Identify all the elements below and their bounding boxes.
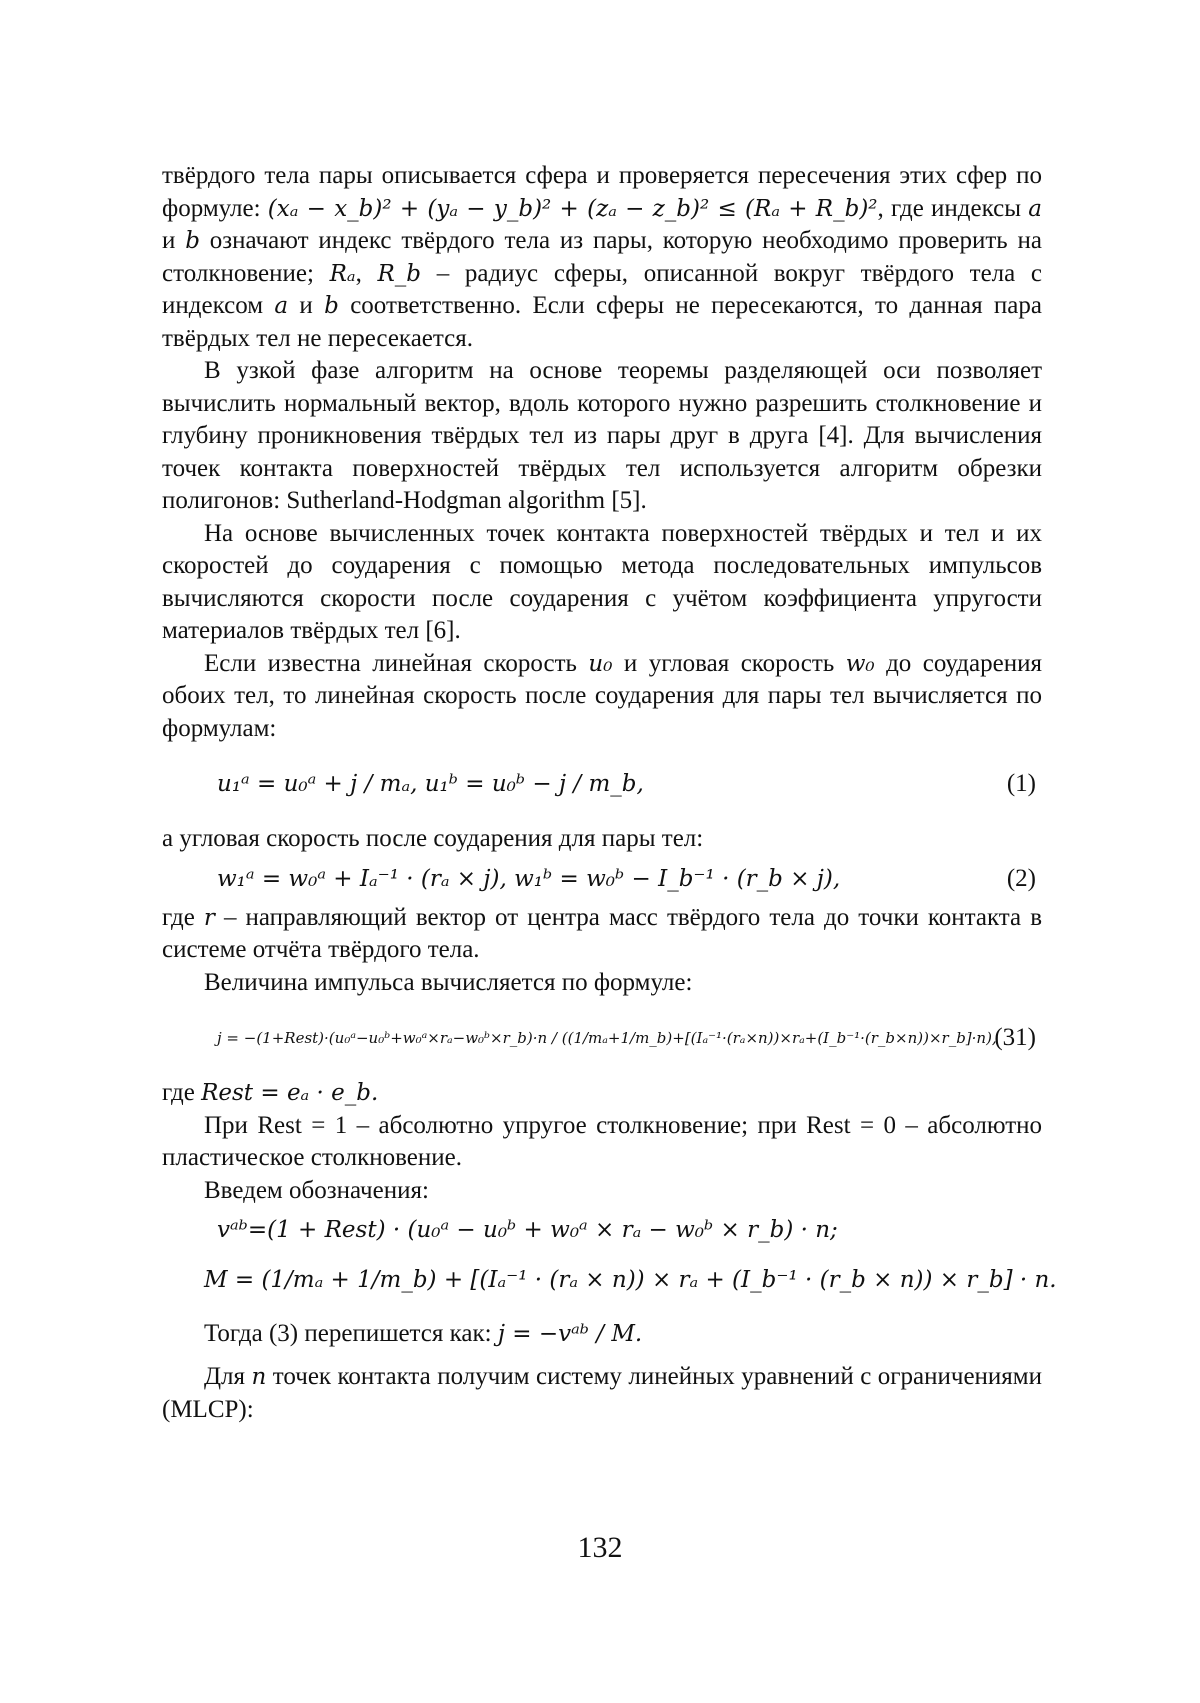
text-run: и <box>162 227 186 254</box>
paragraph <box>162 518 1042 648</box>
text-run: , где индексы <box>877 194 1029 222</box>
text-run: и <box>288 292 325 319</box>
text-run: Если известна линейная скорость <box>204 649 589 677</box>
paragraph: При Rest = 1 – абсолютно упругое столкновение; при Rest = 0 – абсолютно пластическое столкновение. <box>162 1111 1042 1171</box>
equation-2-formula: w₁ᵃ = w₀ᵃ + Iₐ⁻¹ · (rₐ × j), w₁ᵇ = w₀ᵇ − I_b⁻¹ · (r_b × j), <box>217 865 841 892</box>
inline-math: b <box>185 228 200 254</box>
inline-math: b <box>324 293 339 319</box>
text-run: до соударения обоих тел, то линейная скорость после соударения для пары тел вычисляется по формулам: <box>162 649 1042 742</box>
rewritten-formula-math: j = −vᵃᵇ / M. <box>497 1321 643 1347</box>
page-number: 132 <box>577 1531 623 1564</box>
text-run: где <box>162 903 204 931</box>
text-run: означают индекс твёрдого тела из пары, которую необходимо проверить на столкновение; <box>162 227 1042 287</box>
text-run: твёрдого тела пары описывается сфера и проверяется пересечения этих сфер по формуле: <box>162 162 1042 222</box>
paragraph: Введем обозначения: <box>204 1176 429 1204</box>
equation-3-formula: j = −(1+Rest)·(u₀ᵃ−u₀ᵇ+w₀ᵃ×rₐ−w₀ᵇ×r_b)·n / ((1/mₐ+1/m_b)+[(Iₐ⁻¹·(rₐ×n))×rₐ+(I_b⁻¹·(r_b×n))×r_b]·n), <box>217 1029 997 1047</box>
text-run: , <box>355 259 378 287</box>
text-run: В узкой фазе алгоритм на основе теоремы разделяющей оси позволяет вычислить нормальный вектор, вдоль которого нужно разрешить столкновение и глубину проникновения твёрдых тел из пары друг в друга [4]. Для вычисления точек контакта поверхностей твёрдых тел используется алгоритм обрезки полигонов: Sutherland-Hodgman algorithm [5]. <box>162 357 1042 514</box>
inline-math: a <box>274 293 289 319</box>
rewritten-formula-line <box>162 1307 1042 1361</box>
paragraph <box>162 160 1042 355</box>
equation-3-number: (31) <box>994 1024 1036 1051</box>
paragraph <box>162 648 1042 746</box>
inline-math: w₀ <box>845 650 875 677</box>
text-run: – направляющий вектор от центра масс твёрдого тела до точки контакта в системе отчёта твёрдого тела. <box>162 903 1042 963</box>
equation-2 <box>162 856 1042 902</box>
equation-1-formula: u₁ᵃ = u₀ᵃ + j / mₐ, u₁ᵇ = u₀ᵇ − j / m_b, <box>217 771 644 797</box>
definition-m <box>162 1253 1057 1307</box>
paragraph <box>162 1077 1042 1110</box>
inline-math: r <box>203 904 215 931</box>
equation-1-number: (1) <box>1006 770 1036 797</box>
definition-m-formula: M = (1/mₐ + 1/m_b) + [(Iₐ⁻¹ · (rₐ × n)) × rₐ + (I_b⁻¹ · (r_b × n)) × r_b] · n. <box>204 1267 1057 1293</box>
text-run: На основе вычисленных точек контакта поверхностей твёрдых и тел и их скоростей до соударения с помощью метода последовательных импульсов вычисляются скорости после соударения с учётом коэффициента упругости материалов твёрдых тел [6]. <box>162 519 1042 644</box>
body-text <box>162 160 1057 1426</box>
inline-math: Rest = eₐ · e_b. <box>201 1080 379 1106</box>
definition-v <box>162 1207 1042 1253</box>
paragraph <box>162 355 1042 518</box>
text-run: соответственно. Если сферы не пересекаются, то данная пара твёрдых тел не пересекается. <box>162 292 1042 352</box>
equation-3 <box>162 999 1042 1077</box>
rewritten-formula-text: Тогда (3) перепишется как: j = −vᵃᵇ / M. <box>204 1320 643 1347</box>
text-run: где <box>162 1079 202 1106</box>
paragraph: Величина импульса вычисляется по формуле: <box>204 968 693 996</box>
inline-math: R_b <box>377 260 422 287</box>
definition-v-formula: vᵃᵇ=(1 + Rest) · (u₀ᵃ − u₀ᵇ + w₀ᵃ × rₐ − w₀ᵇ × r_b) · n; <box>217 1217 838 1243</box>
paragraph <box>162 902 1042 967</box>
text-run: Для <box>204 1363 252 1390</box>
inline-math: Rₐ <box>329 260 356 287</box>
text-run: – радиус сферы, описанной вокруг твёрдого тела с индексом <box>162 259 1043 319</box>
paragraph: а угловая скорость после соударения для пары тел: <box>162 825 704 852</box>
text-run: точек контакта получим систему линейных уравнений с ограничениями (MLCP): <box>162 1363 1042 1423</box>
text-run: и угловая скорость <box>612 649 846 677</box>
equation-2-number: (2) <box>1006 864 1036 892</box>
inline-math: u₀ <box>588 650 613 677</box>
inline-math: n <box>251 1364 267 1390</box>
inline-math: (xₐ − x_b)² + (yₐ − y_b)² + (zₐ − z_b)² ≤ (Rₐ + R_b)² <box>267 195 878 222</box>
inline-math: a <box>1028 195 1042 222</box>
equation-1 <box>162 745 1042 823</box>
paragraph <box>162 1361 1042 1426</box>
